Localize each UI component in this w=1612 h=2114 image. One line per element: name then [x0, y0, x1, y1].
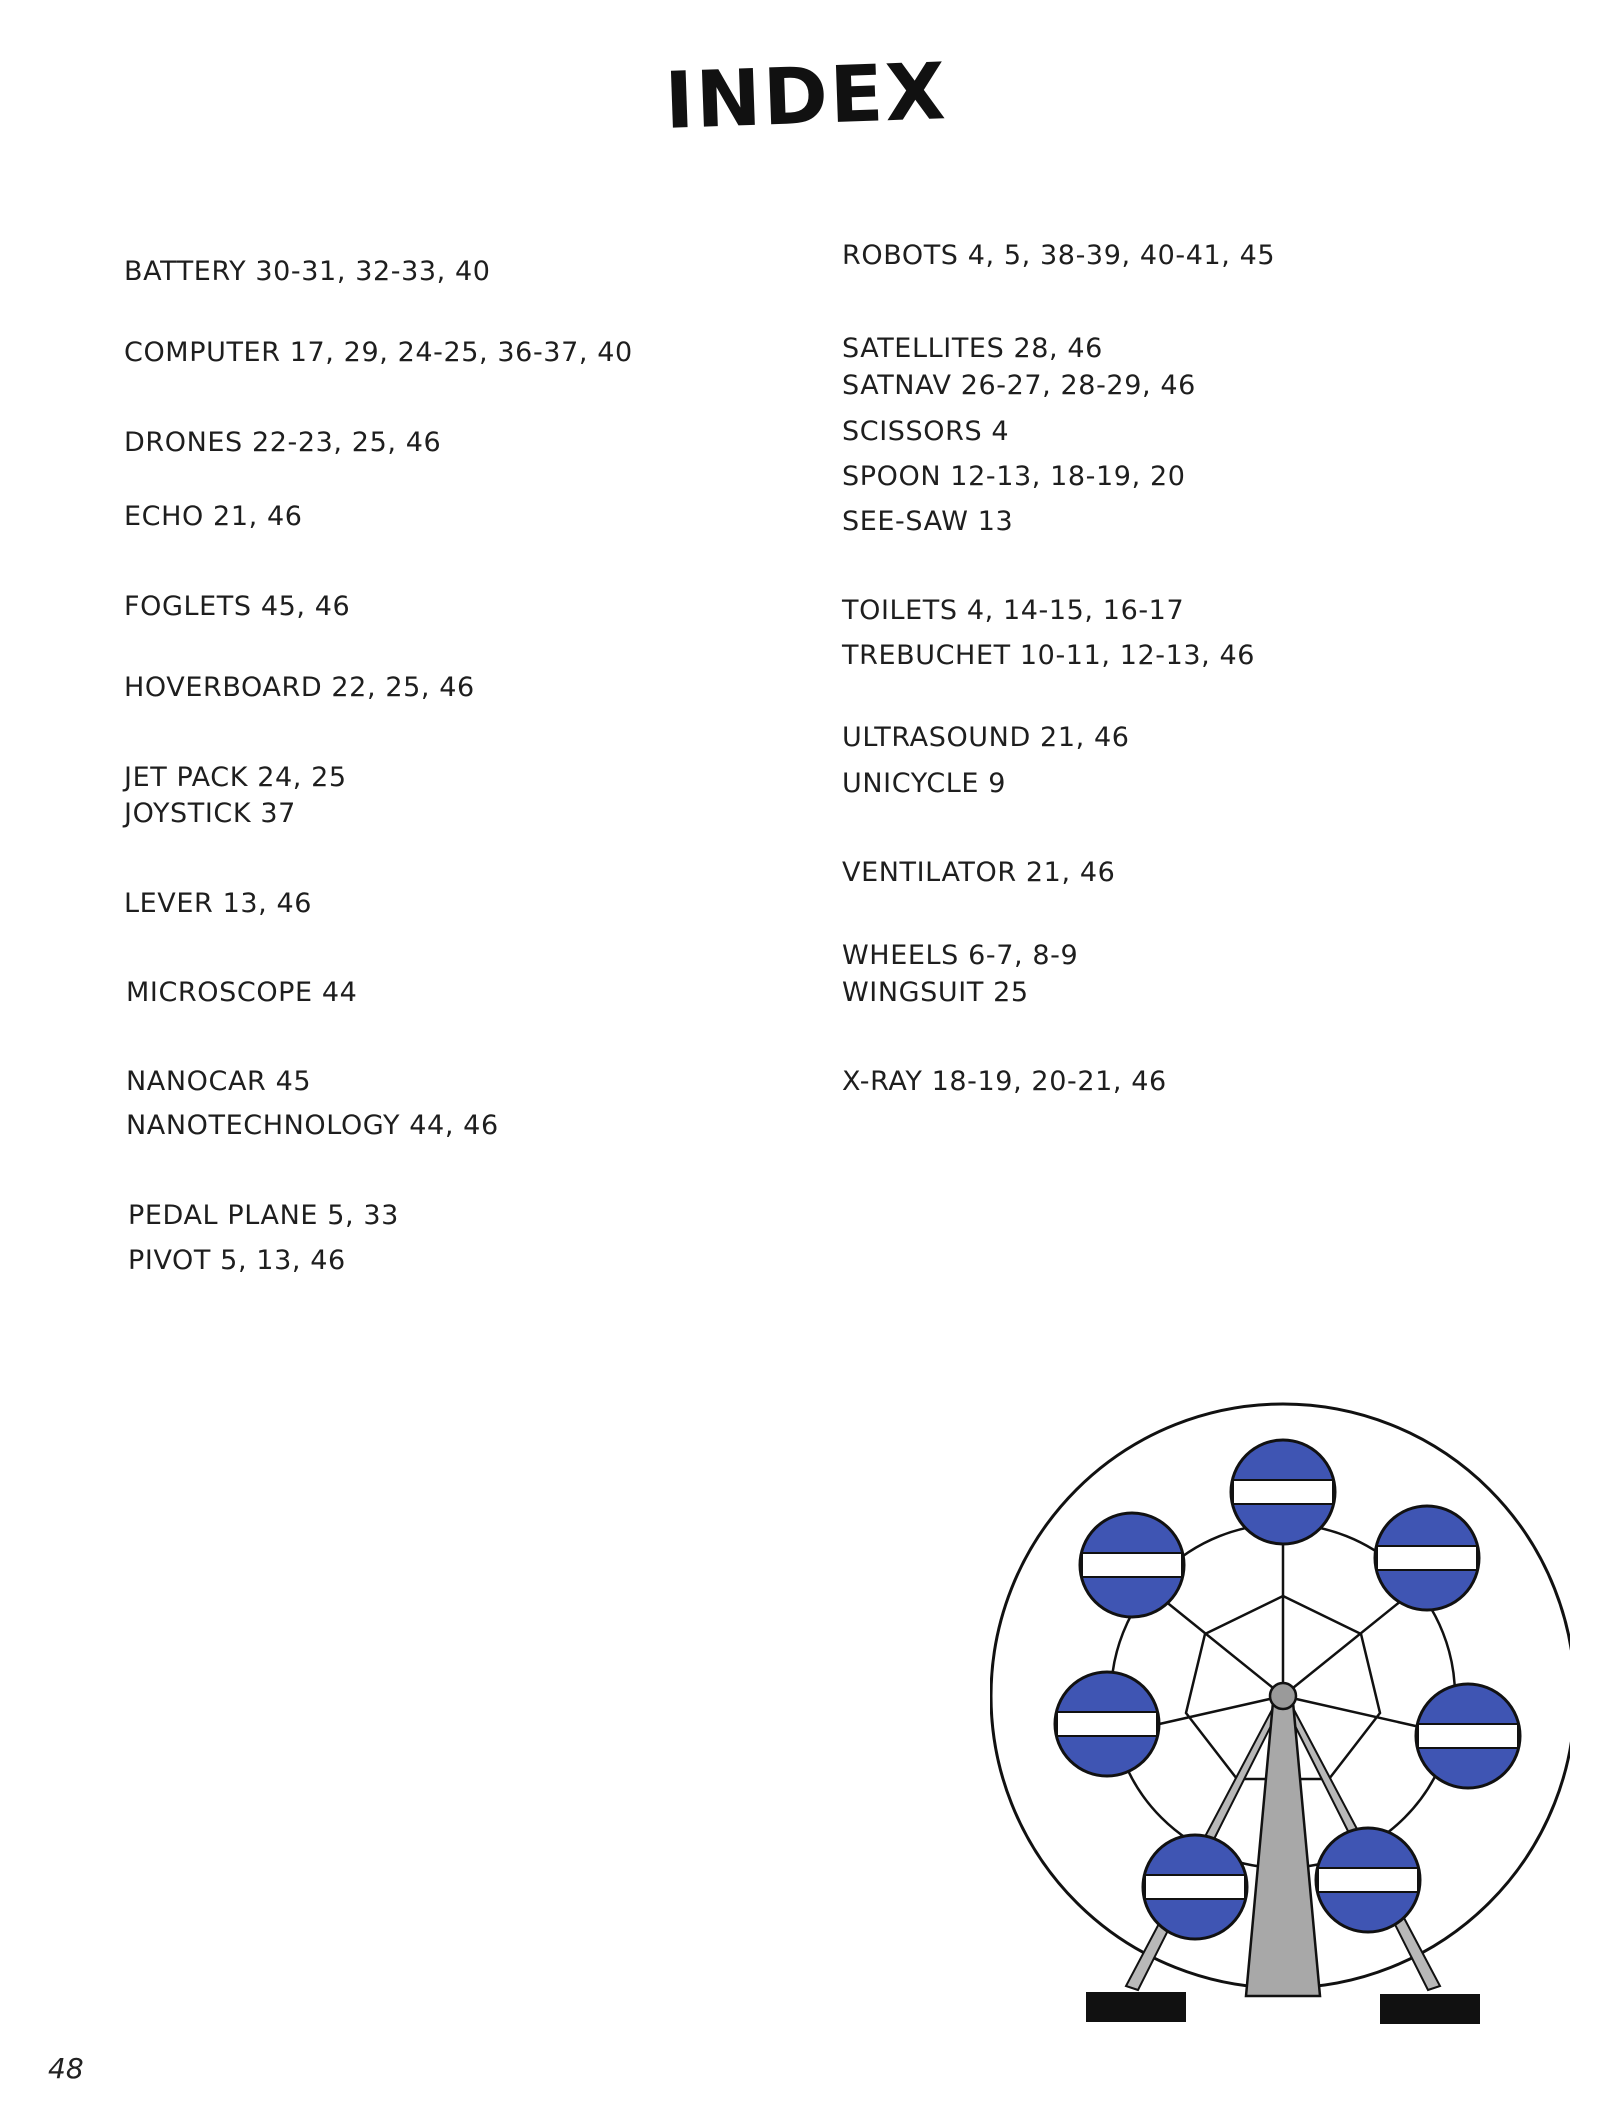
index-entry-robots: ROBOTS 4, 5, 38-39, 40-41, 45: [842, 240, 1276, 271]
left-base: [1086, 1992, 1186, 2022]
index-entry-battery: BATTERY 30-31, 32-33, 40: [124, 256, 491, 287]
index-entry-joystick: JOYSTICK 37: [124, 798, 296, 829]
index-entry-jet-pack: JET PACK 24, 25: [124, 762, 347, 793]
index-entry-wingsuit: WINGSUIT 25: [842, 977, 1029, 1008]
index-entry-drones: DRONES 22-23, 25, 46: [124, 427, 442, 458]
index-entry-scissors: SCISSORS 4: [842, 416, 1010, 447]
right-base: [1380, 1994, 1480, 2024]
index-entry-hoverboard: HOVERBOARD 22, 25, 46: [124, 672, 475, 703]
index-entry-satellites: SATELLITES 28, 46: [842, 333, 1103, 364]
page-title: INDEX: [663, 47, 949, 147]
index-entry-unicycle: UNICYCLE 9: [842, 768, 1007, 799]
index-entry-lever: LEVER 13, 46: [124, 888, 313, 919]
index-entry-nanocar: NANOCAR 45: [126, 1066, 312, 1097]
index-entry-see-saw: SEE-SAW 13: [842, 506, 1014, 537]
index-entry-spoon: SPOON 12-13, 18-19, 20: [842, 461, 1186, 492]
page-number: 48: [48, 2052, 84, 2085]
index-entry-foglets: FOGLETS 45, 46: [124, 591, 351, 622]
hub: [1270, 1683, 1296, 1709]
index-entry-trebuchet: TREBUCHET 10-11, 12-13, 46: [842, 640, 1256, 671]
index-entry-wheels: WHEELS 6-7, 8-9: [842, 940, 1079, 971]
index-entry-microscope: MICROSCOPE 44: [126, 977, 358, 1008]
index-entry-pedal-plane: PEDAL PLANE 5, 33: [128, 1200, 399, 1231]
index-entry-toilets: TOILETS 4, 14-15, 16-17: [842, 595, 1185, 626]
index-entry-ventilator: VENTILATOR 21, 46: [842, 857, 1116, 888]
index-entry-computer: COMPUTER 17, 29, 24-25, 36-37, 40: [124, 337, 633, 368]
index-entry-pivot: PIVOT 5, 13, 46: [128, 1245, 346, 1276]
ferris-wheel-illustration: [990, 1390, 1570, 2050]
index-entry-ultrasound: ULTRASOUND 21, 46: [842, 722, 1130, 753]
index-entry-x-ray: X-RAY 18-19, 20-21, 46: [842, 1066, 1167, 1097]
index-entry-nanotechnology: NANOTECHNOLOGY 44, 46: [126, 1110, 499, 1141]
index-entry-echo: ECHO 21, 46: [124, 501, 303, 532]
index-entry-satnav: SATNAV 26-27, 28-29, 46: [842, 370, 1196, 401]
